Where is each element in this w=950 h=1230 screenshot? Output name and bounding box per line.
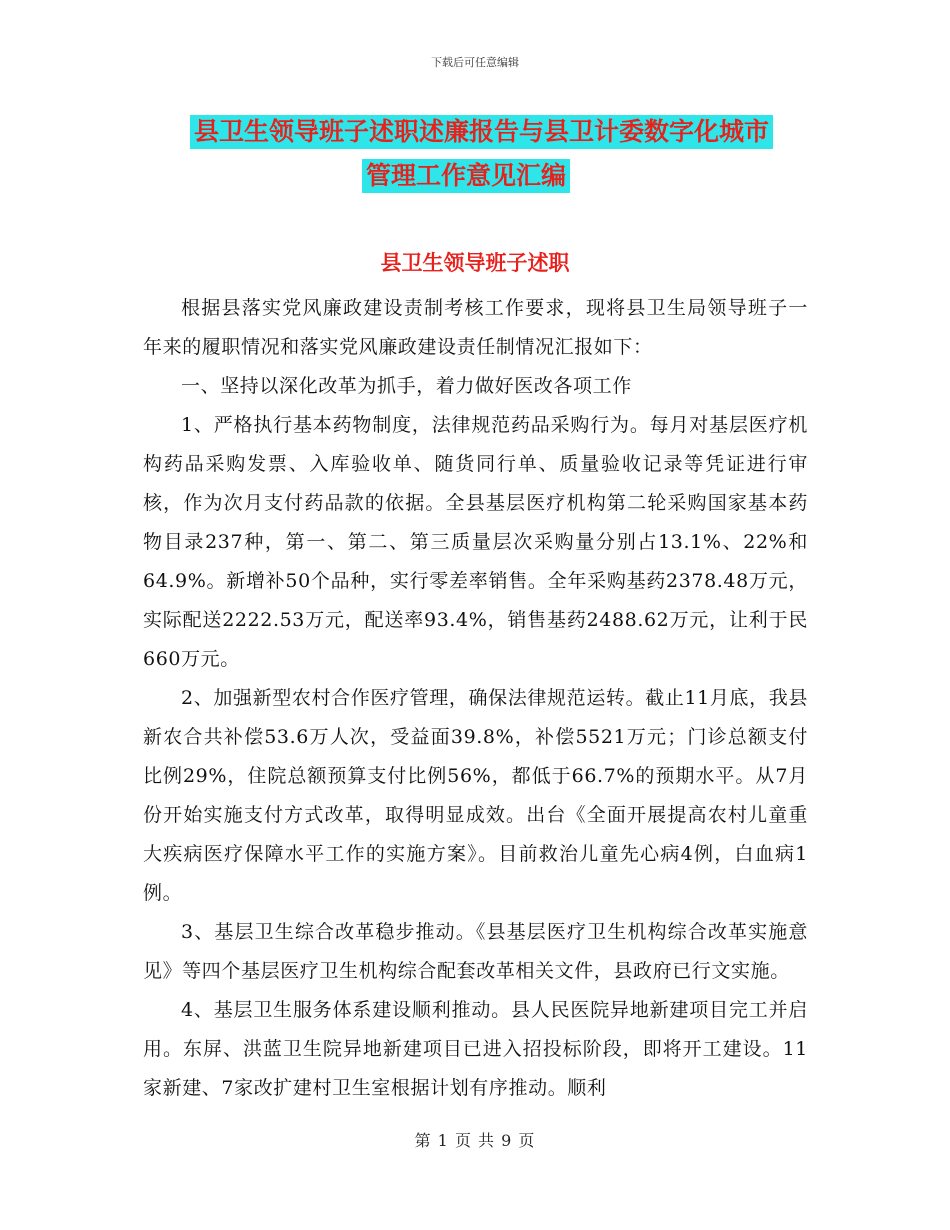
paragraph-item-1: 1、严格执行基本药物制度，法律规范药品采购行为。每月对基层医疗机构药品采购发票、入库验收单、随货同行单、质量验收记录等凭证进行审核，作为次月支付药品款的依据。全县基层医疗机构第二轮采购国家基本药物目录237种，第一、第二、第三质量层次采购量分别占13.1%、22%和64.9%。新增补50个品种，实行零差率销售。全年采购基药2378.48万元，实际配送2222.53万元，配送率93.4%，销售基药2488.62万元，让利于民660万元。 — [143, 414, 808, 670]
paragraph-item-3: 3、基层卫生综合改革稳步推动。《县基层医疗卫生机构综合改革实施意见》等四个基层医疗卫生机构综合配套改革相关文件，县政府已行文实施。 — [143, 921, 808, 982]
document-title — [190, 110, 820, 198]
title-line-2-text: 管理工作意见汇编 — [362, 159, 570, 193]
page-footer: 第 1 页 共 9 页 — [414, 1131, 536, 1150]
body-text — [143, 289, 808, 1108]
title-line-2 — [190, 154, 820, 198]
title-line-1-text: 县卫生领导班子述职述廉报告与县卫计委数字化城市 — [190, 115, 773, 149]
paragraph-item-4: 4、基层卫生服务体系建设顺利推动。县人民医院异地新建项目完工并启用。东屏、洪蓝卫生院异地新建项目已进入招投标阶段，即将开工建设。11家新建、7家改扩建村卫生室根据计划有序推动。顺利 — [143, 999, 808, 1099]
header-note: 下载后可任意编辑 — [431, 56, 519, 69]
paragraph-item-2: 2、加强新型农村合作医疗管理，确保法律规范运转。截止11月底，我县新农合共补偿53.6万人次，受益面39.8%，补偿5521万元；门诊总额支付比例29%，住院总额预算支付比例56%，都低于66.7%的预期水平。从7月份开始实施支付方式改革，取得明显成效。出台《全面开展提高农村儿童重大疾病医疗保障水平工作的实施方案》。目前救治儿童先心病4例，白血病1例。 — [143, 687, 808, 904]
section-heading: 县卫生领导班子述职 — [380, 251, 570, 275]
paragraph-intro: 根据县落实党风廉政建设责制考核工作要求，现将县卫生局领导班子一年来的履职情况和落实党风廉政建设责任制情况汇报如下： — [143, 297, 808, 358]
paragraph-heading-1: 一、坚持以深化改革为抓手，着力做好医改各项工作 — [181, 375, 632, 397]
title-line-1 — [190, 110, 820, 154]
